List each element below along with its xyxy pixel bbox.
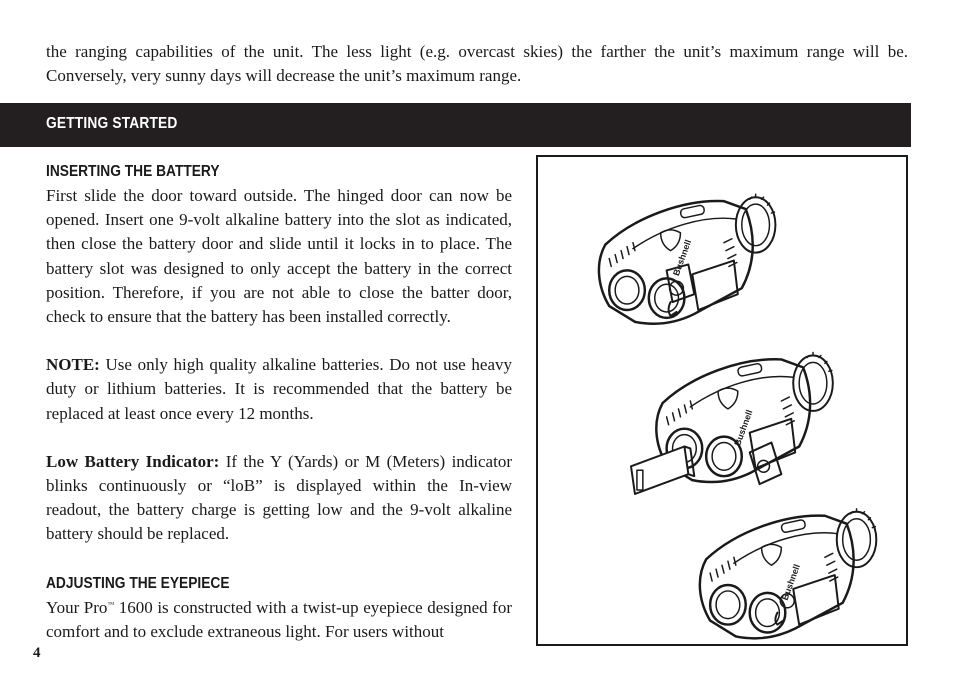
- text-column: [46, 162, 512, 644]
- battery-illustration: [536, 155, 908, 646]
- section-title: GETTING STARTED: [46, 115, 178, 132]
- brand-label-3: Bushnell: [779, 562, 803, 602]
- note-label: NOTE:: [46, 355, 100, 375]
- brand-label-1: Bushnell: [670, 238, 694, 278]
- note-body: Use only high quality alkaline batteries. Do not use heavy duty or lithium batteries. It is recommended that the battery be replaced at least once every 12 months.: [46, 355, 512, 423]
- low-battery-body: If the Y (Yards) or M (Meters) indicator blinks continuously or “loB” is displayed within the In-view readout, the battery charge is getting low and the 9-volt alkaline battery should be replaced.: [46, 451, 512, 544]
- note-paragraph: [46, 353, 512, 426]
- battery-9v: [631, 447, 694, 494]
- page-number: 4: [33, 645, 41, 661]
- rangefinder-door-open: [599, 194, 775, 324]
- adjusting-eyepiece-body: [46, 596, 512, 644]
- eyepiece-text-post: 1600 is constructed with a twist-up eyepiece designed for comfort and to exclude extraneous light. For users without: [46, 597, 512, 641]
- brand-label-2: Bushnell: [732, 408, 755, 448]
- low-battery-label: Low Battery Indicator:: [46, 451, 220, 471]
- inserting-battery-heading: INSERTING THE BATTERY: [46, 163, 220, 180]
- intro-paragraph: the ranging capabilities of the unit. The less light (e.g. overcast skies) the farther the unit’s maximum range will be. Conversely, very sunny days will decrease the unit’s maximum range.: [46, 42, 908, 85]
- eyepiece-text-pre: Your Pro: [46, 597, 108, 617]
- adjusting-eyepiece-heading: ADJUSTING THE EYEPIECE: [46, 574, 230, 592]
- trademark-symbol: ™: [107, 599, 115, 608]
- low-battery-paragraph: [46, 450, 512, 547]
- section-banner: [0, 103, 911, 147]
- inserting-battery-body: First slide the door toward outside. The hinged door can now be opened. Insert one 9-volt alkaline battery into the slot as indicated, then close the battery door and slide until it locks in to place. The battery slot was designed to only accept the battery in the correct position. Therefore, if you are not able to close the batter door, check to ensure that the battery has been installed correctly.: [46, 186, 512, 327]
